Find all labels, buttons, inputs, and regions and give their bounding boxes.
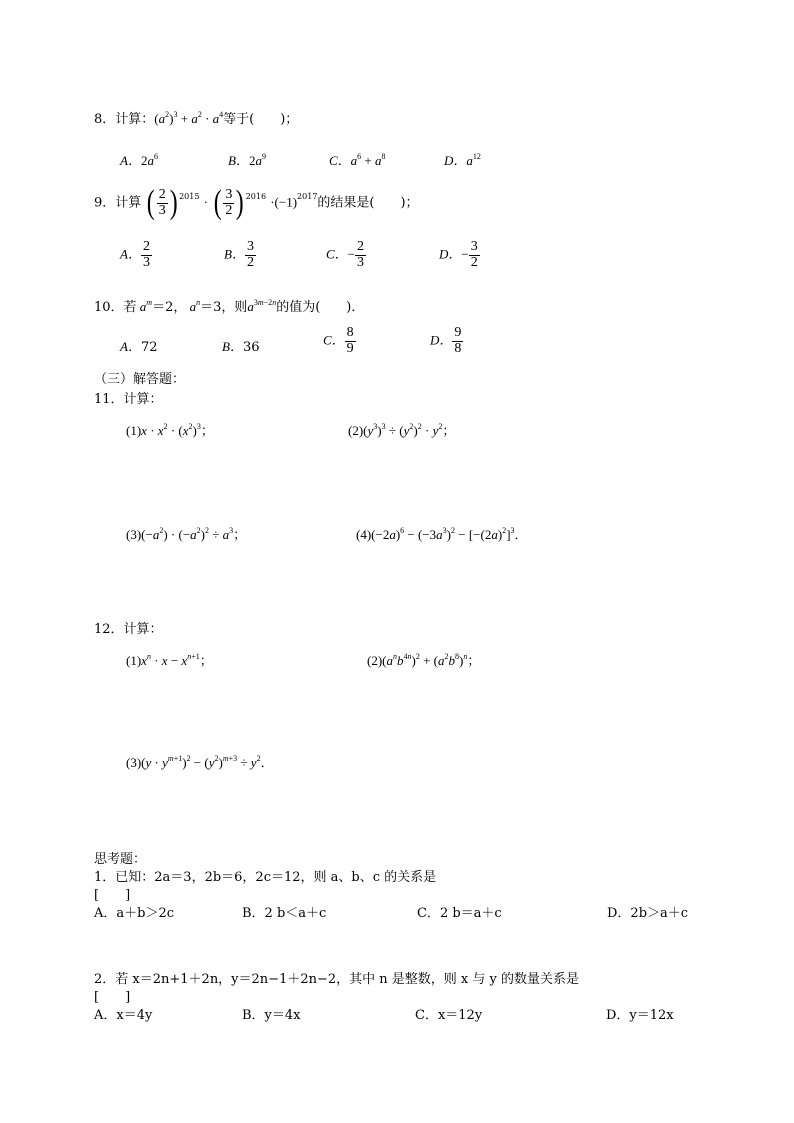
q12-title: 12．计算： (94, 622, 163, 637)
q12-part1: $(1)x^n \cdot x - x^{n+1}$； (126, 652, 213, 668)
thinking-p1-option-c[interactable]: C．2 b＝a＋c (417, 906, 502, 921)
q11-part1: $(1)x \cdot x^2 \cdot (x^2)^3$； (126, 422, 214, 438)
q10-stem: 10．若 $a^m=2$， $a^n=3$，则$a^{3m-2n}$的值为( )． (94, 298, 365, 315)
thinking-p1-option-b[interactable]: B．2 b＜a＋c (242, 906, 327, 921)
thinking-p1-bracket: [ ] (94, 888, 131, 903)
q11-part2: $(2)(y^3)^3 \div (y^2)^2 \cdot y^2$； (348, 422, 456, 438)
thinking-p2-option-c[interactable]: C．x＝12y (415, 1008, 483, 1023)
q9-option-a[interactable]: A． $\frac{2}{3}$ (120, 239, 150, 270)
q10-option-d[interactable]: D． $\frac{9}{8}$ (430, 325, 462, 356)
q9-option-d[interactable]: D．− $\frac{3}{2}$ (439, 239, 478, 270)
thinking-p2-option-a[interactable]: A．x＝4y (94, 1008, 153, 1023)
q11-part3: $(3)(-a^2) \cdot (-a^2)^2 \div a^3$； (126, 526, 247, 542)
q10-option-a[interactable]: A．72 (120, 339, 158, 355)
thinking-p2-option-b[interactable]: B．y＝4x (242, 1008, 301, 1023)
thinking-p2-option-d[interactable]: D．y＝12x (606, 1008, 674, 1023)
q8-stem: 8．计算：$(a^2)^3 + a^2 \cdot a^4$等于( )； (94, 110, 299, 127)
q12-part2: $(2)(a^nb^{4n})^2 + (a^2b^8)^n$； (367, 652, 481, 668)
q11-part4: $(4)(-2a)^6 - (-3a^3)^2 - [-(2a)^2]^3$． (356, 526, 528, 542)
section-heading: （三）解答题： (94, 372, 186, 387)
thinking-p1-option-d[interactable]: D．2b＞a＋c (607, 906, 689, 921)
q8-expression: $(a^2)^3 + a^2 \cdot a^4$ (154, 110, 224, 126)
q9-option-c[interactable]: C．− $\frac{2}{3}$ (326, 239, 365, 270)
q11-title: 11．计算： (94, 392, 163, 407)
thinking-p2-stem: 2．若 x＝2n+1＋2n，y＝2n−1＋2n−2，其中 n 是整数，则 x 与 y 的数量关系是 (94, 972, 579, 987)
q8-option-d[interactable]: D．$a^{12}$ (444, 152, 481, 168)
q8-option-c[interactable]: C．$a^6 + a^8$ (329, 152, 386, 168)
thinking-title: 思考题： (94, 852, 147, 867)
thinking-p1-stem: 1．已知：2a＝3，2b＝6，2c＝12，则 a、b、c 的关系是 (94, 870, 437, 885)
thinking-p1-option-a[interactable]: A．a＋b＞2c (94, 906, 175, 921)
q12-part3: $(3)(y \cdot y^{m+1})^2 - (y^2)^{m+3} \div y^2$． (126, 754, 274, 770)
q10-option-c[interactable]: C． $\frac{8}{9}$ (323, 325, 354, 356)
q10-option-b[interactable]: B．36 (222, 339, 260, 355)
q8-option-a[interactable]: A．$2a^6$ (120, 152, 158, 168)
thinking-p2-bracket: [ ] (94, 990, 131, 1005)
q8-option-b[interactable]: B．$2a^9$ (228, 152, 266, 168)
q9-stem: 9．计算 ( $\frac{2}{3}$ ) $^{2015}$ · ( $\frac{3}{2}$ ) $^{2016} \cdot(-1)^{2017}$的结果是( )； (94, 184, 419, 221)
q9-option-b[interactable]: B． $\frac{3}{2}$ (224, 239, 254, 270)
